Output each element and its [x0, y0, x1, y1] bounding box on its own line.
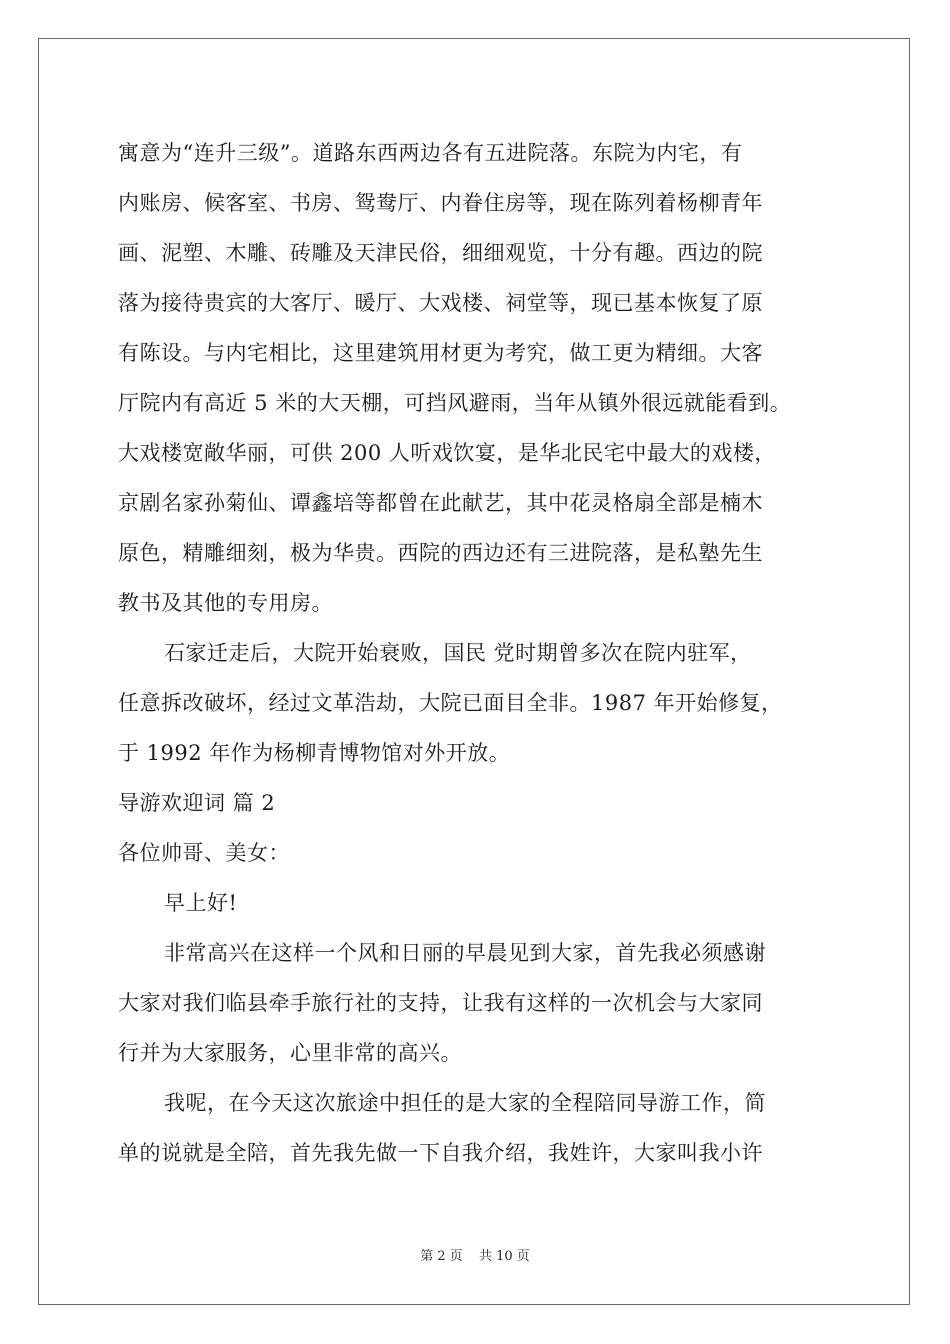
paragraph-first-line: 石家迁走后，大院开始衰败，国民 党时期曾多次在院内驻军， [164, 641, 752, 665]
text-line: 于 1992 年作为杨柳青博物馆对外开放。 [118, 741, 511, 765]
text-line: 原色，精雕细刻，极为华贵。西院的西边还有三进院落，是私塾先生 [118, 541, 763, 565]
text-line: 单的说就是全陪，首先我先做一下自我介绍，我姓许，大家叫我小许 [118, 1141, 763, 1165]
text-line: 寓意为“连升三级”。道路东西两边各有五进院落。东院为内宅，有 [118, 141, 743, 165]
document-body [118, 128, 848, 1178]
text-line: 有陈设。与内宅相比，这里建筑用材更为考究，做工更为精细。大客 [118, 341, 763, 365]
text-line: 京剧名家孙菊仙、谭鑫培等都曾在此献艺，其中花灵格扇全部是楠木 [118, 491, 763, 515]
text-line: 内账房、候客室、书房、鸳鸯厅、内眷住房等，现在陈列着杨柳青年 [118, 191, 763, 215]
greeting: 早上好! [164, 891, 238, 915]
paragraph-first-line: 我呢，在今天这次旅途中担任的是大家的全程陪同导游工作，简 [164, 1091, 766, 1115]
text-line: 落为接待贵宾的大客厅、暖厅、大戏楼、祠堂等，现已基本恢复了原 [118, 291, 763, 315]
salutation: 各位帅哥、美女： [118, 841, 290, 865]
text-line: 行并为大家服务，心里非常的高兴。 [118, 1041, 462, 1065]
text-line: 任意拆改破坏，经过文革浩劫，大院已面目全非。1987 年开始修复， [118, 691, 783, 715]
text-line: 教书及其他的专用房。 [118, 591, 333, 615]
page-number: 第 2 页 [420, 1249, 463, 1264]
text-line: 大家对我们临县牵手旅行社的支持，让我有这样的一次机会与大家同 [118, 991, 763, 1015]
text-line: 厅院内有高近 5 米的大天棚，可挡风避雨，当年从镇外很远就能看到。 [118, 391, 792, 415]
text-line: 大戏楼宽敞华丽，可供 200 人听戏饮宴，是华北民宅中最大的戏楼， [118, 441, 776, 465]
paragraph-first-line: 非常高兴在这样一个风和日丽的早晨见到大家，首先我必须感谢 [164, 941, 766, 965]
section-heading: 导游欢迎词 篇 2 [118, 791, 276, 815]
text-line: 画、泥塑、木雕、砖雕及天津民俗，细细观览，十分有趣。西边的院 [118, 241, 763, 265]
page-total: 共 10 页 [478, 1249, 530, 1264]
page-footer [0, 1245, 950, 1264]
